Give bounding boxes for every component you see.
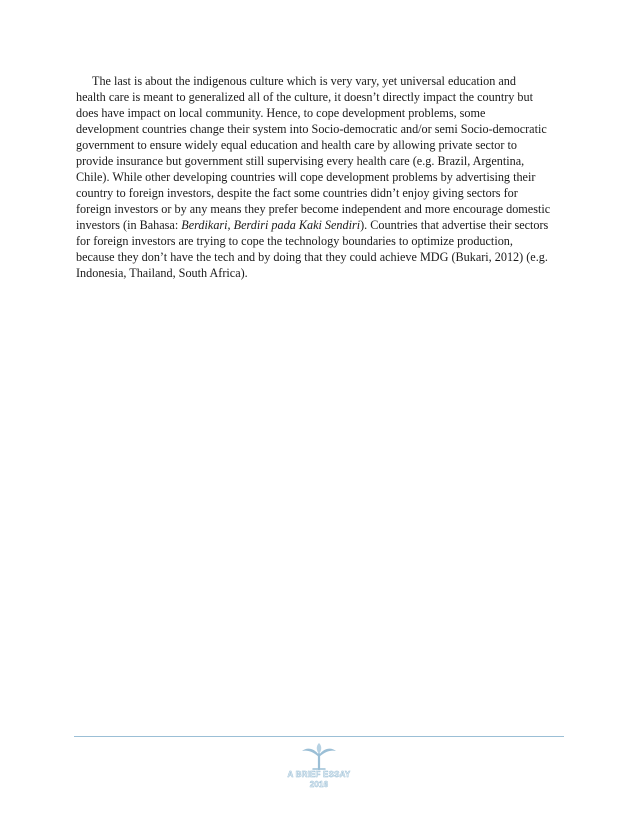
paragraph-line: The last is about the indigenous culture which is very vary, yet universal education and xyxy=(92,74,516,88)
paragraph-line: Indonesia, Thailand, South Africa). xyxy=(76,266,248,280)
paragraph-line: because they don’t have the tech and by doing that they could achieve MDG (Bukari, 2012) (e.g. xyxy=(76,250,548,264)
logo-year: 2016 xyxy=(309,780,329,789)
line-text: investors (in Bahasa: xyxy=(76,218,182,232)
paragraph-line: health care is meant to generalized all of the culture, it doesn’t directly impact the country but xyxy=(76,90,533,104)
paragraph-line: government to ensure widely equal education and health care by allowing private sector to xyxy=(76,138,517,152)
paragraph-line: for foreign investors are trying to cope the technology boundaries to optimize production, xyxy=(76,234,513,248)
paragraph-line: development countries change their system into Socio-democratic and/or semi Socio-democratic xyxy=(76,122,547,136)
paragraph-line: foreign investors or by any means they prefer become independent and more encourage domestic xyxy=(76,202,551,216)
footer-logo xyxy=(283,742,355,800)
sprout-icon xyxy=(301,742,337,770)
body-paragraph xyxy=(76,73,566,281)
line-text: ). Countries that advertise their sectors xyxy=(360,218,549,232)
logo-title: A BRIEF ESSAY xyxy=(287,770,351,779)
italic-term: Berdikari, Berdiri pada Kaki Sendiri xyxy=(181,218,361,232)
paragraph-line xyxy=(76,217,566,233)
footer-divider xyxy=(74,736,564,737)
paragraph-line: country to foreign investors, despite the fact some countries didn’t enjoy giving sectors for xyxy=(76,186,518,200)
paragraph-line: does have impact on local community. Hence, to cope development problems, some xyxy=(76,106,486,120)
paragraph-line: provide insurance but government still supervising every health care (e.g. Brazil, Argentina, xyxy=(76,154,525,168)
paragraph-line: Chile). While other developing countries will cope development problems by advertising their xyxy=(76,170,536,184)
